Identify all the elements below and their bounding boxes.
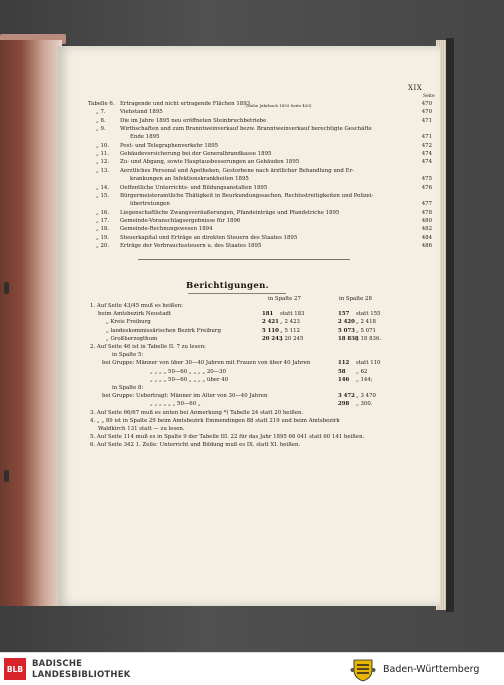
book-spine-left: [0, 40, 62, 606]
toc-title: Zu- und Abgang, sowie Hauptausbesserungen an Gebäuden 1895: [120, 159, 300, 166]
footer-bar: [0, 652, 504, 685]
toc-title: Post- und Telegraphenverkehr 1895: [120, 142, 219, 149]
seite-label: Seite: [423, 94, 435, 99]
correction-line: 4. „ „ 89 ist in Spalte 29 beim Amtsbezirk Emmendingen 88 statt 219 und beim Amtsbezirk: [90, 417, 340, 424]
correction-line: in Spalte 8:: [112, 385, 144, 391]
toc-title: krankungen an Infektionskrankheiten 1895: [130, 176, 249, 183]
toc-title: Viehstand 1895: [120, 109, 163, 116]
binding-hole: [4, 470, 9, 482]
toc-title: übertretungen: [130, 201, 170, 208]
toc-title: Bürgermeisteramtliche Thätigkeit in Beurkundungssachen, Rechtsstreitigkeiten und Polizei-: [120, 192, 374, 199]
correction-value: 2 421: [262, 319, 279, 326]
toc-page-number: 471: [421, 134, 432, 141]
correction-value: 2 420: [338, 319, 355, 326]
toc-page-number: 472: [421, 142, 432, 149]
column-header-28: in Spalte 28: [339, 296, 372, 302]
toc-prefix: „ 13.: [96, 167, 110, 174]
correction-value: 58: [338, 368, 346, 375]
toc-prefix: „ 16.: [96, 209, 110, 216]
correction-value: 146: [338, 376, 350, 383]
toc-title: Oeffentliche Unterrichts- und Bildungsanstalten 1895: [120, 184, 268, 191]
correction-value: 5 110: [262, 327, 279, 334]
toc-title: Wirthschaften und zum Branntweinverkauf bezw. Branntweinverkauf berechtigte Geschäfte: [120, 126, 372, 133]
section-divider: [138, 259, 350, 260]
correction-line: beim Amtsbezirk Neustadt: [98, 311, 172, 318]
toc-title: Gemeinde-Rechnungswesen 1894: [120, 226, 213, 233]
correction-value: statt 110: [356, 360, 381, 367]
toc-prefix: „ 15.: [96, 192, 110, 199]
correction-value: „ 2 423: [280, 319, 300, 326]
toc-page-number: 482: [421, 226, 432, 233]
heading-underline: [188, 293, 286, 294]
toc-prefix: „ 14.: [96, 184, 110, 191]
correction-line: in Spalte 5:: [112, 352, 144, 359]
column-header-27: in Spalte 27: [268, 296, 301, 302]
correction-value: „ 5 112: [280, 327, 300, 334]
toc-title: Die im Jahre 1895 neu eröffneten Steinbruchbetriebe: [120, 117, 267, 124]
correction-line: bei Gruppe: Uebertragt: Männer im Alter von 30—40 Jahren: [102, 393, 268, 400]
correction-value: 18 838: [338, 335, 359, 342]
correction-line: 1. Auf Seite 43/45 muß es heißen:: [90, 303, 183, 309]
correction-value: „ 3 470: [356, 393, 376, 400]
toc-title: Ende 1895: [130, 134, 160, 141]
correction-value: 298: [338, 401, 350, 408]
toc-page-number: 484: [421, 234, 432, 241]
toc-prefix: „ 8.: [96, 117, 106, 124]
correction-value: statt 183: [280, 311, 305, 318]
library-name-line2: LANDESBIBLIOTHEK: [32, 669, 131, 680]
correction-value: „ 20 245: [280, 335, 304, 342]
correction-line: „ Großherzogthum: [106, 335, 158, 342]
correction-line: 2. Auf Seite 46 ist in Tabelle II. 7 zu lesen:: [90, 344, 206, 350]
region-label[interactable]: Baden-Württemberg: [383, 664, 480, 675]
correction-value: 157: [338, 311, 350, 318]
toc-page-number: 475: [421, 176, 432, 183]
correction-line: „ „ „ „ 50—60 „ „ „ „ 20—30: [150, 368, 226, 375]
toc-title: Liegenschaftliche Zwangsveräußerungen, Pfandeinträge und Pfandstriche 1895: [120, 209, 340, 216]
correction-value: 181: [262, 311, 274, 318]
toc-title: Gebäudeversicherung bei der Generalbrandkasse 1895: [120, 151, 272, 158]
baden-wuerttemberg-crest-icon: [350, 657, 376, 682]
correction-value: „ 62: [356, 368, 368, 375]
library-name[interactable]: [32, 659, 131, 680]
correction-line: „ Kreis Freiburg: [106, 319, 151, 326]
correction-line: „ landeskommissärischen Bezirk Freiburg: [106, 327, 221, 334]
toc-prefix: „ 9.: [96, 126, 106, 133]
correction-line: Waldkirch 131 statt — zu lesen.: [98, 426, 185, 432]
toc-prefix: „ 20.: [96, 242, 110, 249]
page-number: XIX: [408, 84, 423, 92]
book-cover-right: [446, 38, 454, 612]
toc-title: Ertragende und nicht ertragende Flächen 1893: [120, 101, 251, 107]
toc-title: Gemeinde-Voranschlagsergebnisse für 1896: [120, 217, 241, 224]
toc-page-number: 474: [421, 159, 432, 166]
correction-value: 112: [338, 360, 350, 367]
toc-page-number: 476: [421, 184, 432, 191]
correction-line: 6. Auf Seite 342 1. Zeile: Unterricht und Bildung muß es IX. statt XI. heißen.: [90, 442, 301, 449]
correction-line: bei Gruppe: Männer von über 30—40 Jahren mit Frauen von über 40 Jahren: [102, 360, 311, 367]
toc-page-number: 470: [421, 101, 432, 107]
library-name-line1: BADISCHE: [32, 659, 83, 669]
corrections-heading: Berichtigungen.: [186, 281, 269, 291]
toc-prefix: „ 10.: [96, 142, 110, 149]
correction-line: „ „ „ „ 50—60 „ „ „ „ über 40: [150, 376, 229, 383]
toc-page-number: 474: [421, 151, 432, 158]
toc-page-number: 480: [421, 217, 432, 224]
toc-prefix: „ 17.: [96, 217, 110, 224]
correction-value: 5 073: [338, 327, 355, 334]
correction-value: „ 144;: [356, 376, 373, 383]
toc-page-number: 471: [421, 117, 432, 124]
toc-prefix: „ 12.: [96, 159, 110, 166]
toc-note: (siehe Jahrbuch 1893 Seite 430): [246, 102, 312, 108]
correction-value: 3 472: [338, 393, 355, 400]
toc-prefix: „ 19.: [96, 234, 110, 241]
blb-logo[interactable]: BLB: [4, 658, 26, 680]
toc-title: Steuerkapital und Erträge an direkten Steuern des Staates 1895: [120, 234, 298, 241]
correction-value: „ 300.: [356, 401, 373, 408]
toc-page-number: 470: [421, 109, 432, 116]
toc-page-number: 486: [421, 242, 432, 249]
correction-value: „ 2 418: [356, 319, 376, 326]
correction-value: 20 243: [262, 335, 283, 342]
correction-line: „ „ „ „ „ „ 50—60 „: [150, 401, 201, 408]
toc-prefix: Tabelle 6.: [88, 101, 115, 107]
correction-value: „ 18 836.: [356, 335, 382, 342]
correction-line: 3. Auf Seite 66/67 muß es unten bei Anmerkung *) Tabelle 24 statt 20 heißen.: [90, 409, 304, 416]
toc-title: Erträge der Verbrauchssteuern u. des Staates 1895: [120, 242, 262, 249]
correction-value: statt 155: [356, 311, 381, 318]
toc-prefix: „ 11.: [96, 151, 110, 158]
toc-prefix: „ 18.: [96, 226, 110, 233]
toc-title: Aerztliches Personal und Apotheken, Gestorbene nach ärztlicher Behandlung und Er-: [120, 167, 354, 174]
toc-prefix: „ 7.: [96, 109, 106, 116]
binding-hole: [4, 282, 9, 294]
correction-value: „ 5 071: [356, 327, 376, 334]
correction-line: 5. Auf Seite 114 muß es in Spalte 9 der Tabelle III. 22 für das Jahr 1895 66 041 statt 60 141 heißen.: [90, 434, 365, 441]
toc-page-number: 478: [421, 209, 432, 216]
toc-page-number: 477: [421, 201, 432, 208]
